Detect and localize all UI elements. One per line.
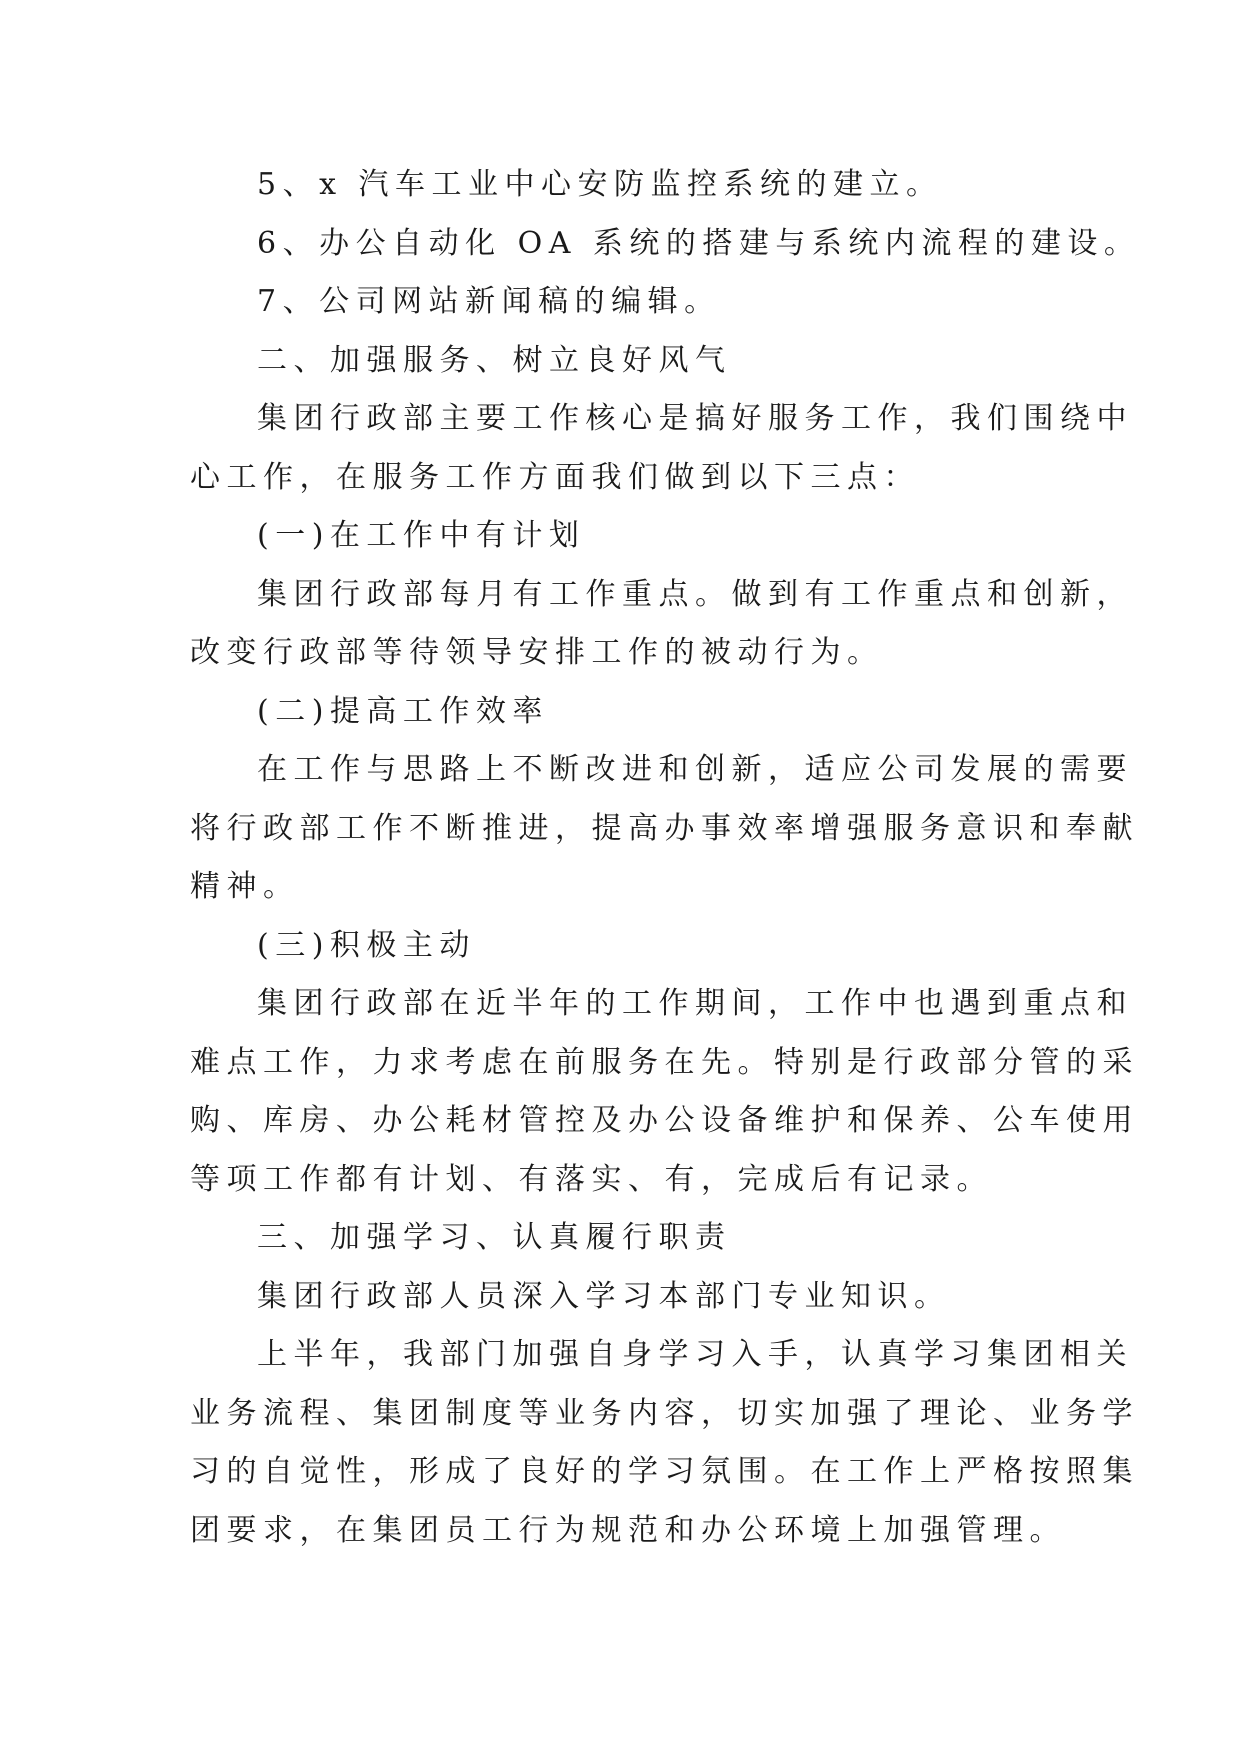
- paragraph-line: 购、库房、办公耗材管控及办公设备维护和保养、公车使用: [190, 1103, 1139, 1138]
- subsection-heading: [190, 917, 1070, 976]
- paragraph-line: 将行政部工作不断推进，提高办事效率增强服务意识和奉献: [190, 810, 1139, 846]
- section-heading-text: 二、加强服务、树立良好风气: [257, 342, 732, 378]
- paragraph-line: 集团行政部在近半年的工作期间，工作中也遇到重点和: [257, 986, 1133, 1021]
- paragraph: [190, 156, 1070, 215]
- paragraph-line: 7、公司网站新闻稿的编辑。: [257, 284, 721, 319]
- paragraph-line: 团要求，在集团员工行为规范和办公环境上加强管理。: [190, 1512, 1066, 1548]
- subsection-heading-text: (一)在工作中有计划: [257, 518, 586, 553]
- paragraph-line: 集团行政部人员深入学习本部门专业知识。: [257, 1278, 951, 1314]
- subsection-heading-text: (三)积极主动: [257, 927, 476, 963]
- paragraph: [190, 741, 1139, 917]
- paragraph-line: 6、办公自动化 OA 系统的搭建与系统内流程的建设。: [257, 225, 1141, 261]
- paragraph-line: 集团行政部主要工作核心是搞好服务工作，我们围绕中: [257, 401, 1133, 436]
- paragraph-line: 集团行政部每月有工作重点。做到有工作重点和创新，: [257, 576, 1133, 612]
- subsection-heading: [190, 683, 1070, 742]
- paragraph-line: 精神。: [190, 869, 300, 904]
- paragraph: [190, 566, 1133, 683]
- paragraph-line: 在工作与思路上不断改进和创新，适应公司发展的需要: [257, 752, 1133, 787]
- paragraph-line: 上半年，我部门加强自身学习入手，认真学习集团相关: [257, 1337, 1133, 1372]
- paragraph-line: 习的自觉性，形成了良好的学习氛围。在工作上严格按照集: [190, 1454, 1139, 1489]
- paragraph: [190, 390, 1133, 507]
- subsection-heading-text: (二)提高工作效率: [257, 693, 549, 729]
- section-heading-text: 三、加强学习、认真履行职责: [257, 1220, 732, 1255]
- paragraph: [190, 1268, 1070, 1327]
- paragraph: [190, 273, 1070, 332]
- subsection-heading: [190, 507, 1070, 566]
- document-body: [190, 156, 1141, 1560]
- paragraph-line: 心工作，在服务工作方面我们做到以下三点：: [190, 459, 920, 495]
- paragraph-line: 等项工作都有计划、有落实、有，完成后有记录。: [190, 1161, 993, 1197]
- paragraph: [190, 215, 1141, 274]
- paragraph-line: 5、x 汽车工业中心安防监控系统的建立。: [257, 167, 943, 202]
- paragraph-line: 业务流程、集团制度等业务内容，切实加强了理论、业务学: [190, 1395, 1139, 1431]
- section-heading: [190, 332, 1070, 391]
- section-heading: [190, 1209, 1070, 1268]
- paragraph-line: 难点工作，力求考虑在前服务在先。特别是行政部分管的采: [190, 1044, 1139, 1080]
- paragraph-line: 改变行政部等待领导安排工作的被动行为。: [190, 635, 884, 670]
- paragraph: [190, 975, 1139, 1209]
- paragraph: [190, 1326, 1139, 1560]
